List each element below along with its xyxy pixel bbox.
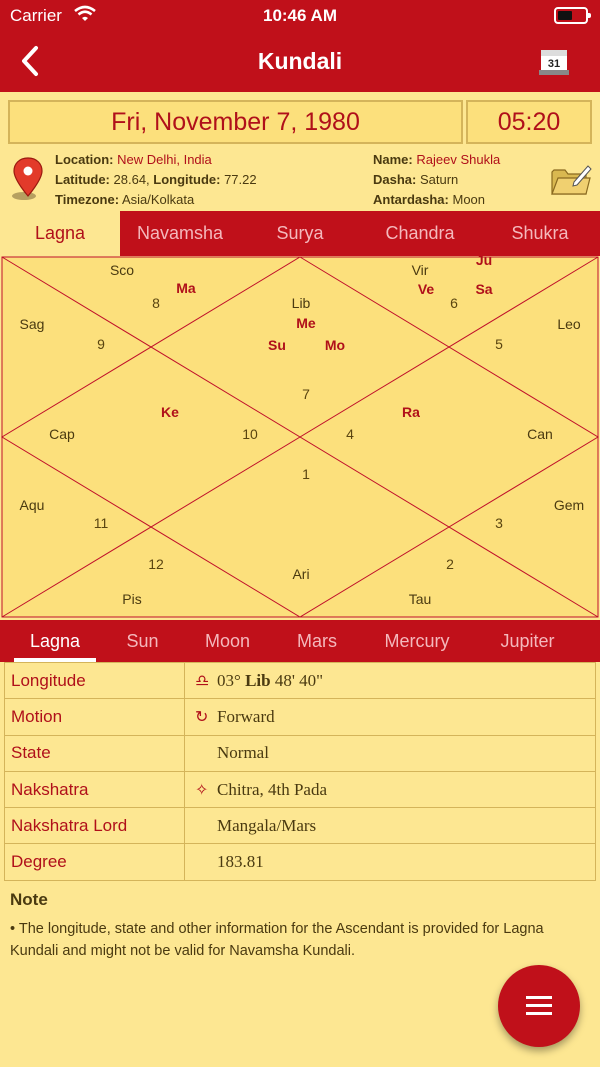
nav-bar bbox=[0, 32, 600, 92]
house-number-7: 7 bbox=[302, 386, 310, 402]
planet-ju: Ju bbox=[475, 256, 493, 268]
time-display[interactable]: 05:20 bbox=[466, 100, 592, 144]
table-row bbox=[5, 663, 596, 699]
note-text: • The longitude, state and other information for the Ascendant is provided for Lagna Kundali and might not be valid for Navamsha Kundali. bbox=[10, 921, 544, 959]
menu-icon-bar bbox=[526, 1004, 552, 1007]
planet-su: Su bbox=[268, 337, 286, 353]
sign-lib: Lib bbox=[291, 295, 311, 311]
tab-planet-mars[interactable]: Mars bbox=[297, 631, 337, 651]
chart-tab-bar bbox=[0, 211, 600, 256]
page-title: Kundali bbox=[257, 48, 343, 74]
tab-planet-sun[interactable]: Sun bbox=[126, 631, 159, 651]
calendar-icon[interactable] bbox=[538, 46, 570, 76]
row-value: Mangala/Mars bbox=[185, 808, 596, 844]
planet-details-table bbox=[4, 662, 596, 881]
tab-planet-moon[interactable]: Moon bbox=[204, 631, 251, 651]
star-icon: ✧ bbox=[195, 779, 209, 799]
sign-ari: Ari bbox=[292, 566, 310, 582]
refresh-icon: ↻ bbox=[195, 706, 209, 726]
location-value: New Delhi, India bbox=[117, 152, 212, 167]
location-pin-icon[interactable] bbox=[10, 156, 46, 202]
status-bar bbox=[0, 0, 600, 32]
sign-leo: Leo bbox=[557, 316, 581, 332]
dasha-value: Saturn bbox=[419, 172, 459, 187]
sign-tau: Tau bbox=[408, 591, 432, 607]
planet-ma: Ma bbox=[176, 280, 196, 296]
planet-ra: Ra bbox=[402, 404, 420, 420]
tab-planet-jupiter[interactable]: Jupiter bbox=[500, 631, 555, 651]
row-label: Nakshatra bbox=[5, 771, 185, 807]
row-label: State bbox=[5, 735, 185, 771]
sign-can: Can bbox=[527, 426, 553, 442]
tab-planet-mercury[interactable]: Mercury bbox=[384, 631, 450, 651]
table-row bbox=[5, 844, 596, 880]
date-display[interactable]: Fri, November 7, 1980 bbox=[8, 100, 463, 144]
house-number-9: 9 bbox=[97, 336, 105, 352]
row-value: ♎ 03° Lib 48' 40" bbox=[185, 663, 596, 699]
table-row bbox=[5, 699, 596, 735]
planet-sa: Sa bbox=[475, 281, 493, 297]
sign-vir: Vir bbox=[411, 262, 429, 278]
open-folder-icon[interactable] bbox=[550, 162, 592, 198]
antardasha-value: Moon bbox=[452, 192, 486, 207]
house-number-4: 4 bbox=[346, 426, 354, 442]
sign-aqu: Aqu bbox=[19, 497, 45, 513]
row-label: Longitude bbox=[5, 663, 185, 699]
house-number-5: 5 bbox=[495, 336, 503, 352]
planet-ke: Ke bbox=[161, 404, 179, 420]
table-row bbox=[5, 735, 596, 771]
house-number-11: 11 bbox=[93, 515, 109, 531]
house-number-2: 2 bbox=[446, 556, 454, 572]
planet-tab-bar bbox=[0, 620, 600, 662]
dasha-line: Dasha: Saturn bbox=[373, 172, 459, 187]
latitude-value: 28.64, bbox=[113, 172, 150, 187]
row-value: Normal bbox=[185, 735, 596, 771]
row-label: Nakshatra Lord bbox=[5, 808, 185, 844]
coordinates-line: Latitude: 28.64, Longitude: 77.22 bbox=[55, 172, 257, 187]
house-number-3: 3 bbox=[495, 515, 503, 531]
battery-icon bbox=[554, 7, 588, 24]
row-label: Motion bbox=[5, 699, 185, 735]
name-line: Name: Rajeev Shukla bbox=[373, 152, 501, 167]
name-value: Rajeev Shukla bbox=[416, 152, 501, 167]
house-number-1: 1 bbox=[302, 466, 310, 482]
calendar-day: 31 bbox=[547, 58, 561, 70]
menu-icon-bar bbox=[526, 1012, 552, 1015]
timezone-line: Timezone: Asia/Kolkata bbox=[55, 192, 195, 207]
sign-gem: Gem bbox=[553, 497, 585, 513]
house-number-6: 6 bbox=[450, 295, 458, 311]
menu-button[interactable] bbox=[498, 965, 580, 1047]
tab-surya[interactable]: Surya bbox=[276, 223, 324, 243]
tab-chandra[interactable]: Chandra bbox=[385, 223, 455, 243]
menu-icon bbox=[526, 996, 552, 999]
antardasha-line: Antardasha: Moon bbox=[373, 192, 486, 207]
timezone-value: Asia/Kolkata bbox=[121, 192, 195, 207]
sign-sag: Sag bbox=[19, 316, 45, 332]
tab-shukra[interactable]: Shukra bbox=[511, 223, 569, 243]
note-title: Note bbox=[10, 890, 48, 909]
sign-cap: Cap bbox=[49, 426, 75, 442]
tab-lagna[interactable]: Lagna bbox=[34, 223, 86, 243]
location-line: Location: New Delhi, India bbox=[55, 152, 212, 167]
carrier-label: Carrier bbox=[10, 6, 62, 25]
house-number-8: 8 bbox=[152, 295, 160, 311]
table-row bbox=[5, 771, 596, 807]
table-row bbox=[5, 808, 596, 844]
house-number-10: 10 bbox=[242, 426, 258, 442]
kundali-chart bbox=[0, 256, 600, 618]
libra-icon: ♎ bbox=[195, 670, 210, 690]
tab-planet-lagna[interactable]: Lagna bbox=[29, 631, 81, 651]
planet-mo: Mo bbox=[324, 337, 346, 353]
planet-ve: Ve bbox=[417, 281, 435, 297]
row-label: Degree bbox=[5, 844, 185, 880]
row-value: ✧ Chitra, 4th Pada bbox=[185, 771, 596, 807]
house-number-12: 12 bbox=[148, 556, 164, 572]
planet-me: Me bbox=[296, 315, 316, 331]
row-value: 183.81 bbox=[185, 844, 596, 880]
longitude-value: 77.22 bbox=[224, 172, 257, 187]
sign-sco: Sco bbox=[109, 262, 135, 278]
tab-navamsha[interactable]: Navamsha bbox=[136, 223, 224, 243]
clock: 10:46 AM bbox=[262, 6, 337, 25]
row-value: ↻ Forward bbox=[185, 699, 596, 735]
sign-pis: Pis bbox=[122, 591, 142, 607]
